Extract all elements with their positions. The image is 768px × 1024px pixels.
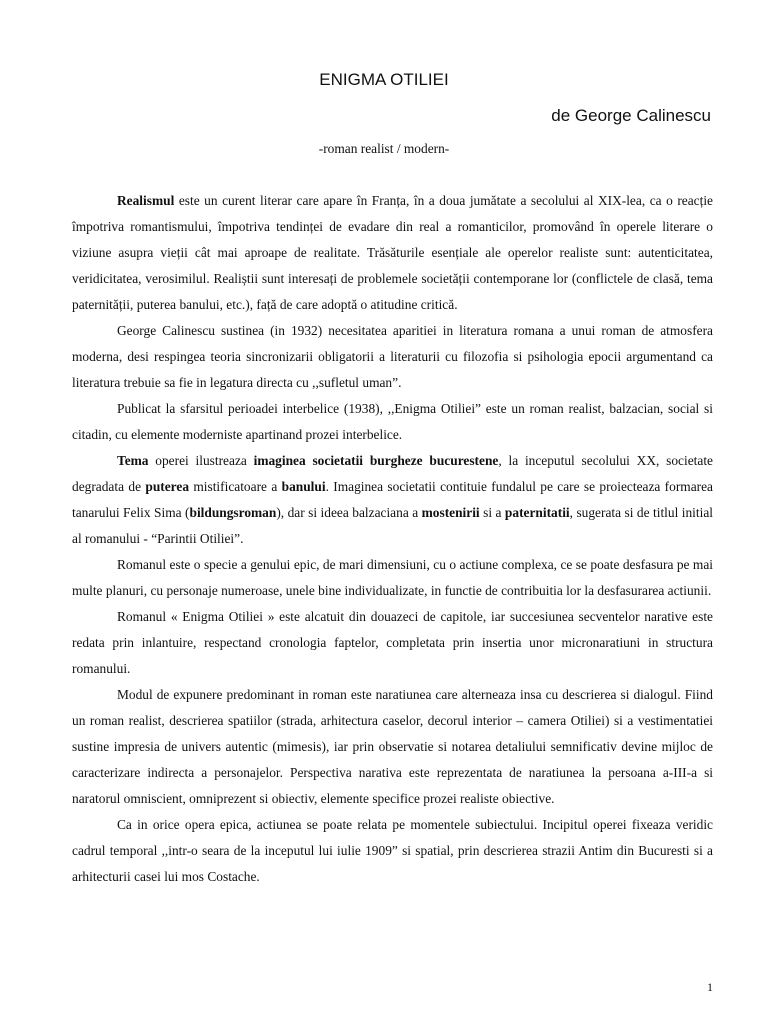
text-run: Romanul « Enigma Otiliei » este alcatuit din douazeci de capitole, iar succesiunea secventelor narative este redata prin inlantuire, respectand cronologia faptelor, completata prin insertia unor micronaratiuni in structura romanului. xyxy=(72,609,713,676)
paragraph xyxy=(72,188,713,318)
text-run: , sugerata si de titlul initial al romanului - “Parintii Otiliei”. xyxy=(72,505,714,546)
document-body xyxy=(72,188,713,890)
text-run: Modul de expunere predominant in roman este naratiunea care alterneaza insa cu descrierea si dialogul. Fiind un roman realist, descrierea spatiilor (strada, arhitectura caselor, decorul interior – camera Otiliei) si a vestimentatiei sustine impresia de univers autentic (mimesis), iar prin observatie si notarea detaliului semnificativ devine mijloc de caracterizare indirecta a personajelor. Perspectiva narativa este reprezentata de naratiunea la persoana a-III-a si naratorul omniscient, omniprezent si obiectiv, elemente specifice prozei realiste obiective. xyxy=(72,687,713,806)
text-run: . Imaginea societatii contituie fundalul pe care se proiecteaza formarea tanarului Felix Sima ( xyxy=(72,479,714,520)
bold-term: bildungsroman xyxy=(189,505,277,520)
paragraph xyxy=(72,604,713,682)
page-number: 1 xyxy=(707,980,713,994)
text-run: si a xyxy=(479,505,505,520)
bold-term: puterea xyxy=(145,479,190,494)
paragraph xyxy=(72,812,713,890)
text-run: ), dar si ideea balzaciana a xyxy=(276,505,422,520)
paragraph xyxy=(72,682,713,812)
text-run: Publicat la sfarsitul perioadei interbelice (1938), ,,Enigma Otiliei” este un roman realist, balzacian, social si citadin, cu elemente moderniste apartinand prozei interbelice. xyxy=(72,401,713,442)
document-author: de George Calinescu xyxy=(551,106,711,125)
bold-term: banului xyxy=(281,479,326,494)
bold-term: imaginea societatii burgheze bucurestene xyxy=(253,453,499,468)
text-run: operei ilustreaza xyxy=(148,453,254,468)
paragraph xyxy=(72,396,713,448)
paragraph xyxy=(72,448,713,552)
document-title: ENIGMA OTILIEI xyxy=(319,70,449,89)
text-run: mistificatoare a xyxy=(189,479,282,494)
bold-term: paternitatii xyxy=(504,505,570,520)
paragraph xyxy=(72,552,713,604)
text-run: George Calinescu sustinea (in 1932) necesitatea aparitiei in literatura romana a unui roman de atmosfera moderna, desi respingea teoria sincronizarii obligatorii a literaturii cu filozofia si psihologia epocii argumentand ca literatura trebuie sa fie in legatura directa cu ,,sufletul uman”. xyxy=(72,323,713,390)
bold-term: mostenirii xyxy=(421,505,480,520)
text-run: , la inceputul secolului XX, societate degradata de xyxy=(72,453,713,494)
text-run: Ca in orice opera epica, actiunea se poate relata pe momentele subiectului. Incipitul operei fixeaza veridic cadrul temporal ,,intr-o seara de la inceputul lui iulie 1909” si spatial, prin descrierea strazii Antim din Bucuresti si a arhitecturii casei lui mos Costache. xyxy=(72,817,713,884)
bold-term: Tema xyxy=(117,453,149,468)
paragraph xyxy=(72,318,713,396)
text-run: Romanul este o specie a genului epic, de mari dimensiuni, cu o actiune complexa, ce se poate desfasura pe mai multe planuri, cu personaje numeroase, unele bine individualizate, in functie de contribuitia lor la desfasurarea actiunii. xyxy=(72,557,713,598)
text-run: este un curent literar care apare în Franța, în a doua jumătate a secolului al XIX-lea, ca o reacție împotriva romantismului, împotriva tendinței de evadare din real a romanticilor, promovând în operele literare o viziune asupra vieții cât mai aproape de realitate. Trăsăturile esențiale ale operelor realiste sunt: autenticitatea, veridicitatea, verosimilul. Realiștii sunt interesați de problemele societății contemporane lor (conflictele de clasă, tema paternității, puterea banului, etc.), față de care adoptă o atitudine critică. xyxy=(72,193,713,312)
document-subtitle: -roman realist / modern- xyxy=(318,141,450,156)
bold-term: Realismul xyxy=(117,193,175,208)
